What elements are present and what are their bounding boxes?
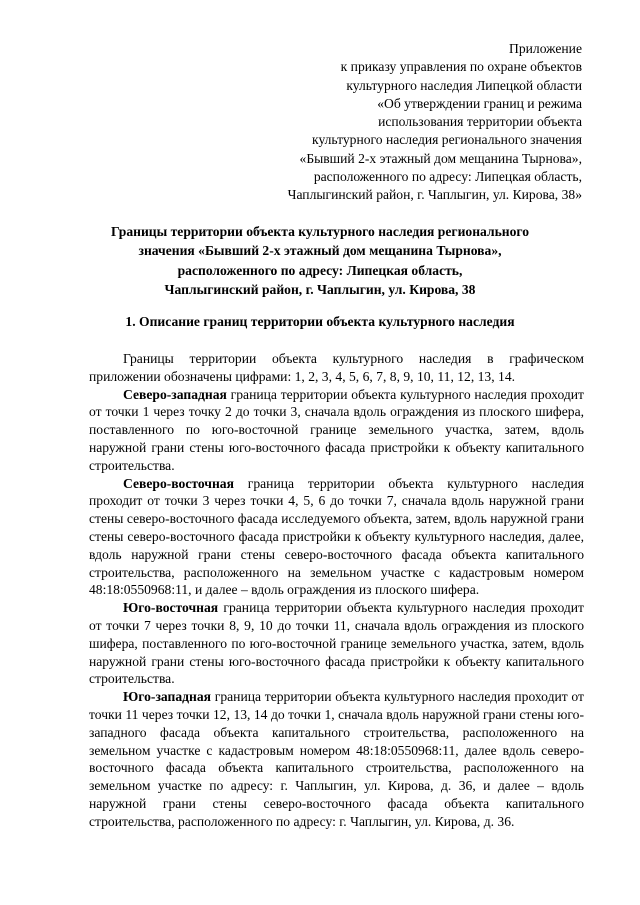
appendix-line: расположенного по адресу: Липецкая область, bbox=[313, 169, 582, 185]
border-paragraph-northeast bbox=[89, 475, 584, 600]
document-title bbox=[60, 222, 580, 299]
border-paragraph-southeast bbox=[89, 599, 584, 688]
title-line: расположенного по адресу: Липецкая область, bbox=[177, 262, 463, 278]
border-label: Юго-западная bbox=[123, 689, 212, 705]
border-label: Северо-восточная bbox=[123, 475, 234, 491]
appendix-line: культурного наследия Липецкой области bbox=[346, 77, 582, 93]
section-body bbox=[89, 350, 584, 831]
title-line: значения «Бывший 2-х этажный дом мещанина Тырнова», bbox=[138, 243, 502, 259]
appendix-line: Приложение bbox=[509, 41, 582, 56]
border-text: граница территории объекта культурного наследия проходит от точки 7 через точки 8, 9, 10 до точки 11, сначала вдоль ограждения из плоского шифера, поставленного по юго-восточной границе земельного участка, затем, вдоль наружной грани стены юго-восточного фасада пристройки к объекту капитального строительства. bbox=[89, 600, 584, 687]
border-text: граница территории объекта культурного наследия проходит от точки 11 через точки 12, 13, 14 до точки 1, сначала вдоль наружной грани стены юго-западного фасада объекта капитального строительства, расположенного на земельном участке с кадастровым номером 48:18:0550968:11, далее вдоль северо-восточного фасада объекта капитального строительства, расположенного на земельном участке по адресу: г. Чаплыгин, ул. Кирова, д. 36, и далее – вдоль наружной грани стены северо-восточного фасада объекта капитального строительства, расположенного по адресу: г. Чаплыгин, ул. Кирова, д. 36. bbox=[89, 689, 584, 829]
title-line: Границы территории объекта культурного наследия регионального bbox=[110, 224, 530, 239]
title-line: Чаплыгинский район, г. Чаплыгин, ул. Кирова, 38 bbox=[164, 281, 476, 297]
appendix-line: к приказу управления по охране объектов bbox=[340, 59, 582, 75]
section-heading: 1. Описание границ территории объекта культурного наследия bbox=[125, 314, 515, 329]
border-paragraph-northwest bbox=[89, 386, 584, 475]
appendix-line: Чаплыгинский район, г. Чаплыгин, ул. Кирова, 38» bbox=[287, 187, 582, 203]
border-label: Северо-западная bbox=[123, 386, 227, 402]
appendix-line: использования территории объекта bbox=[378, 114, 582, 130]
border-paragraph-southwest bbox=[89, 688, 584, 830]
border-text: граница территории объекта культурного наследия проходит от точки 1 через точку 2 до точки 3, сначала вдоль ограждения из плоского шифера, поставленного по юго-восточной границе земельного участка, затем, вдоль наружной грани стены юго-восточного фасада пристройки к объекту капитального строительства. bbox=[89, 386, 584, 473]
appendix-line: «Бывший 2-х этажный дом мещанина Тырнова», bbox=[299, 150, 582, 166]
border-label: Юго-восточная bbox=[123, 600, 219, 616]
appendix-header bbox=[288, 40, 582, 205]
appendix-line: «Об утверждении границ и режима bbox=[377, 95, 582, 111]
appendix-line: культурного наследия регионального значения bbox=[312, 132, 582, 148]
border-text: граница территории объекта культурного наследия проходит от точки 3 через точки 4, 5, 6 до точки 7, сначала вдоль наружной грани стены северо-восточного фасада исследуемого объекта, затем, вдоль наружной грани стены северо-восточного фасада пристройки к объекту культурного наследия, далее, вдоль наружной грани стены северо-восточного фасада объекта капитального строительства, расположенного на земельном участке с кадастровым номером 48:18:0550968:11, и далее – вдоль ограждения из плоского шифера. bbox=[89, 475, 584, 598]
intro-paragraph: Границы территории объекта культурного наследия в графическом приложении обозначены цифрами: 1, 2, 3, 4, 5, 6, 7, 8, 9, 10, 11, 12, 13, 14. bbox=[89, 351, 584, 384]
